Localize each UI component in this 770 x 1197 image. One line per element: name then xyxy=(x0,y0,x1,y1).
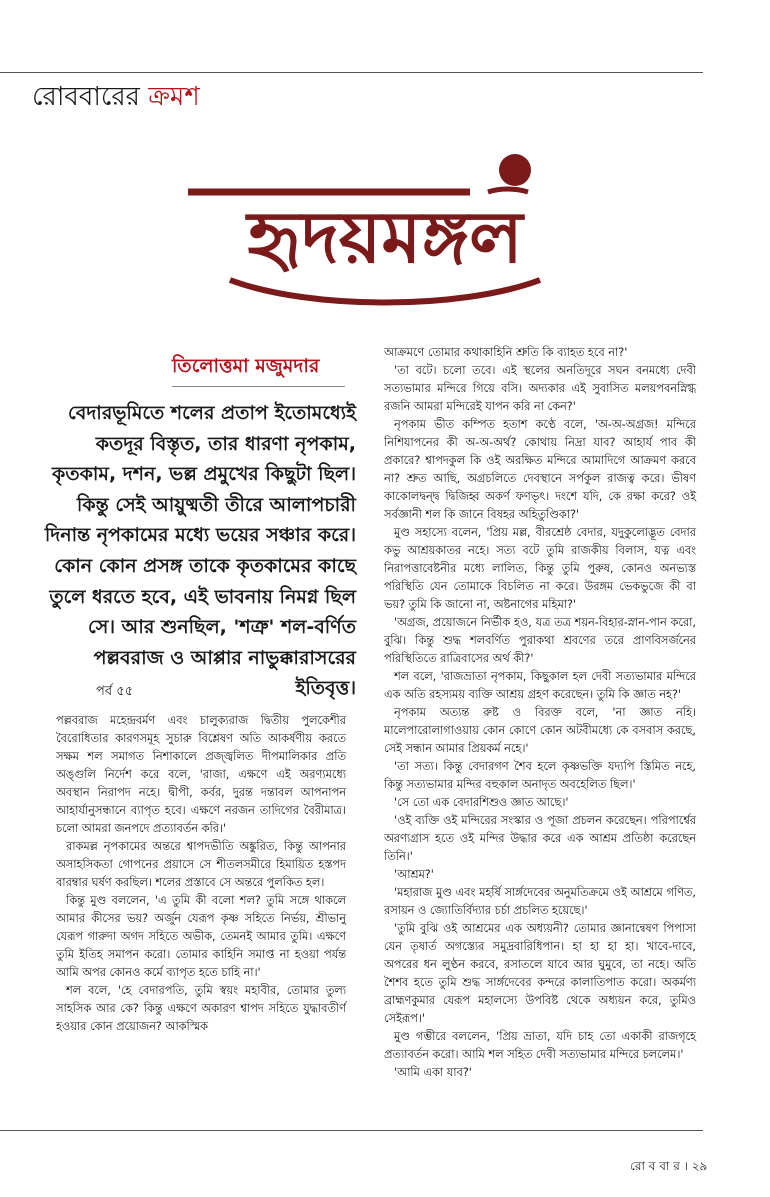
episode-number: পর্ব ৫৫ xyxy=(96,684,134,699)
section-label-plain: রোববারের xyxy=(32,82,149,112)
paragraph: পল্লবরাজ মহেন্দ্রবর্মণ এবং চালুক্যরাজ দ্বিতীয় পুলকেশীর বৈরোধিতার কারণসমূহ সুচারু বিশ্লেষণ অতি আকর্ষণীয় করতে সক্ষম শল সমাগত নিশাকালে প্রজ্জ্বলিত দীপমালিকার প্রতি অঙ্গুলি নির্দেশ করে বলে, 'রাজা, এক্ষণে এই অরণ্যমধ্যে অবস্থান নিরাপদ নহে। দ্বীপী, কর্বর, দুরন্ত দন্তাবল আপনাপন আহার্যানুসন্ধানে ব্যাপৃত হবে। এক্ষণে নরজন তাদিগের বৈরীমাত্র। চলো আমরা জনপদে প্রত্যাবর্তন করি।' xyxy=(56,714,346,835)
logo-text: হৃদয়মঙ্গল xyxy=(247,194,523,279)
intro-paragraph: বেদারভূমিতে শলের প্রতাপ ইতোমধ্যেই কতদূর বিস্তৃত, তার ধারণা নৃপকাম, কৃতকাম, দশন, ভল্ল প্রমুখের কিছুটা ছিল। কিন্তু সেই আয়ুষ্মতী তীরে আলাপচারী দিনান্ত নৃপকামের মধ্যে ভয়ের সঞ্চার করে। কোন কোন প্রসঙ্গ তাকে কৃতকামের কাছে তুলে ধরতে হবে, এই ভাবনায় নিমগ্ন ছিল সে। আর শুনছিল, 'শত্রু' শল-বর্ণিত পল্লবরাজ ও আপ্পার নাভুক্কারাসরের ইতিবৃত্ত। xyxy=(44,402,356,700)
series-logo xyxy=(170,150,600,310)
body-column-left xyxy=(56,712,346,1036)
paragraph: নৃপকাম ভীত কম্পিত হতাশ কণ্ঠে বলে, 'অ-অ-অগ্রজ! মন্দিরে নিশিযাপনের কী অ-অ-অর্থ? কোথায় নিদ্রা যাব? আহার্য পাব কী প্রকারে? শ্বাপদকুল কি ওই অরক্ষিত মন্দিরে আমাদিগে আক্রমণ করবে না? শ্রুত আছি, অগ্রচলিতে দেবস্থানে সর্পকুল রাজত্ব করে। ভীষণ কাকোলদ্বন্দ্ব দ্বিজিহ্ব অকর্ণ ফণভৃৎ। দংশে যদি, কে রক্ষা করে? ওই সর্বজ্ঞানী শল কি জানে বিষহর অহিতুণ্ডিকা?' xyxy=(384,418,696,521)
paragraph: 'তুমি বুঝি ওই আশ্রমের এক অধ্যয়নী? তোমার জ্ঞানান্বেষণ পিপাসা যেন তৃষার্ত অগস্ত্যের সমুদ্রবারিধিপান। হা হা হা হা। খাবে-দাবে, অপরের ধন লুণ্ঠন করবে, রসাতলে যাবে আর ঘুমুবে, তা নহে। অতি শৈশব হতে তুমি শুদ্ধ সার্ঙ্গদেবের কন্দরে কালাতিপাত করো। অকর্মণ্য ব্রাহ্মণকুমার যেরূপ মহালস্যে উপবিষ্ট থেকে অধ্যয়ন করে, তুমিও সেইরূপ।' xyxy=(384,922,696,1025)
paragraph: শল বলে, 'হে বেদারপতি, তুমি স্বয়ং মহাবীর, তোমার তুল্য সাহসিক আর কে? কিন্তু এক্ষণে অকারণ শ্বাপদ সহিতে যুদ্ধাবতীর্ণ হওয়ার কোন প্রয়োজন? আকস্মিক xyxy=(56,984,346,1033)
top-rule xyxy=(0,72,703,73)
paragraph: আক্রমণে তোমার কথাকাহিনি শ্রুতি কি ব্যাহত হবে না?' xyxy=(384,346,628,359)
paragraph: মুণ্ড সহাস্যে বলেন, 'প্রিয় মল্ল, বীরশ্রেষ্ঠ বেদার, যদুকুলোদ্ভূত বেদার কভু আশ্রয়কাতর নহে। সত্য বটে তুমি রাজকীয় বিলাস, যত্ন এবং নিরাপত্তাবেষ্টনীর মধ্যে লালিত, কিন্তু তুমি পুরুষ, কোনও অনভ্যস্ত পরিস্থিতি যেন তোমাকে বিচলিত না করে। উরঙ্গম ভেকভুজে কী বা ভয়? তুমি কি জানো না, অষ্টনাগের মহিমা?' xyxy=(384,526,696,611)
paragraph: 'তা সত্য। কিন্তু বেদারগণ শৈব হলে কৃষ্ণভক্তি যদ্যপি স্তিমিত নহে, কিন্তু সত্যভামার মন্দির বহুকাল অনাদৃত অবহেলিত ছিল।' xyxy=(384,760,696,791)
bottom-rule xyxy=(0,1130,703,1131)
paragraph: 'আশ্রম?' xyxy=(394,868,434,881)
paragraph: কিন্তু মুণ্ড বললেন, 'এ তুমি কী বলো শল? তুমি সঙ্গে থাকলে আমার কীসের ভয়? অর্জুন যেরূপ কৃষ্ণ সহিতে নির্ভয়, শ্রীভানু যেরূপ গারুদা অগদ সহিতে অভীক, তেমনই আমার তুমি। এক্ষণে তুমি ইতিহ সমাপন করো। তোমার কাহিনি সমাপ্ত না হওয়া পর্যন্ত আমি অপর কোনও কর্মে ব্যাপৃত হতে চাহি না।' xyxy=(56,894,346,979)
page-footer: রো ব বা র । ২৯ xyxy=(630,1159,708,1173)
section-label-accent: ক্রমশ xyxy=(148,82,200,112)
body-column-right xyxy=(384,344,696,1082)
paragraph: শল বলে, 'রাজভ্রাতা নৃপকাম, কিছুকাল হল দেবী সত্যভামার মন্দিরে এক অতি রহস্যময় ব্যক্তি আশ্রয় গ্রহণ করেছেন। তুমি কি জ্ঞাত নহ?' xyxy=(384,670,696,701)
paragraph: 'ওই ব্যক্তি ওই মন্দিরের সংস্কার ও পূজা প্রচলন করেছেন। পরিপার্শ্বের অরণ্যগ্রাস হতে ওই মন্দির উদ্ধার করে এক আশ্রম প্রতিষ্ঠা করেছেন তিনি।' xyxy=(384,814,696,863)
section-label xyxy=(32,80,200,114)
author-rule xyxy=(172,386,345,387)
paragraph: 'সে তো এক বেদারশিশুও জ্ঞাত আছে।' xyxy=(394,796,569,809)
paragraph: মুণ্ড গম্ভীরে বললেন, 'প্রিয় ভ্রাতা, যদি চাহ তো একাকী রাজগৃহে প্রত্যাবর্তন করো। আমি শল সহিত দেবী সত্যভামার মন্দিরে চললেম।' xyxy=(384,1030,696,1061)
paragraph: 'মহারাজ মুণ্ড এবং মহর্ষি সার্ঙ্গদেবের অনুমতিক্রমে ওই আশ্রমে গণিত, রসায়ন ও জ্যোতির্বিদ্যার চর্চা প্রচলিত হয়েছে।' xyxy=(384,886,696,917)
paragraph: রাকমল্ল নৃপকামের অন্তরে শ্বাপদভীতি অঙ্কুরিত, কিন্তু আপনার অসাহসিকতা গোপনের প্রয়াসে সে শীতলসমীরে হিমায়িত হস্তপদ বারম্বার ঘর্ষণ করছিল। শলের প্রস্তাবে সে অন্তরে পুলকিত হল। xyxy=(56,840,346,889)
paragraph: 'অগ্রজ, প্রয়োজনে নির্ভীক হও, যত্র তত্র শয়ন-বিহার-স্নান-পান করো, বুঝি। কিন্তু শুদ্ধ শলবর্ণিত পুরাকথা শ্রবণের তরে প্রাণবিসর্জনের পরিস্থিতিতে রাত্রিবাসের অর্থ কী?' xyxy=(384,616,696,665)
paragraph: 'আমি একা যাব?' xyxy=(394,1066,472,1079)
author-name: তিলোত্তমা মজুমদার xyxy=(172,355,320,377)
paragraph: 'তা বটে। চলো তবে। এই স্থলের অনতিদূরে সঘন বনমধ্যে দেবী সত্যভামার মন্দিরে গিয়ে বসি। অদ্যকার এই সুবাসিত মলয়পবনস্নিগ্ধ রজনি আমরা মন্দিরেই যাপন করি না কেন?' xyxy=(384,364,696,413)
paragraph: নৃপকাম অত্যন্ত রুষ্ট ও বিরক্ত বলে, 'না জ্ঞাত নহি। মালেপারোলাগাওয়ায় কোন কোণে কোন অটবীমধ্যে কে বসবাস করছে, সেই সন্ধান আমার প্রিয়কর্ম নহে।' xyxy=(384,706,696,755)
